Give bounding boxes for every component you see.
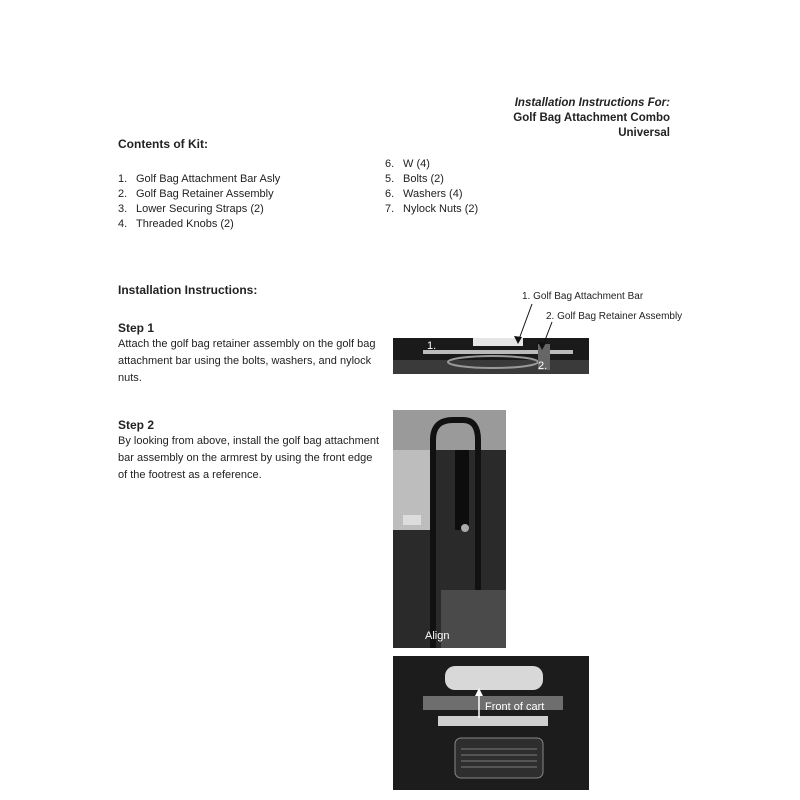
list-item: 2. Golf Bag Retainer Assembly (118, 188, 274, 200)
step1-text: Attach the golf bag retainer assembly on the golf bag attachment bar using the bolts, washers, and nylock nuts. (118, 338, 376, 384)
install-heading: Installation Instructions: (118, 283, 258, 297)
figure1-leader-lines (500, 300, 570, 360)
header-intro: Installation Instructions For: (514, 97, 670, 109)
step2-photo-align (393, 410, 506, 648)
contents-heading: Contents of Kit: (118, 137, 208, 151)
header-product: Golf Bag Attachment Combo (513, 112, 670, 124)
document-header (513, 96, 670, 141)
list-item: 7. Nylock Nuts (2) (385, 203, 479, 215)
step2-photo-front-illustration (393, 656, 589, 790)
step2-photo-front (393, 656, 589, 790)
step2-text: By looking from above, install the golf bag attachment bar assembly on the armrest by using the front edge of the footrest as a reference. (118, 435, 380, 481)
step2-photo-illustration (393, 410, 506, 648)
figure3-label: Front of cart (485, 701, 545, 713)
step1-title: Step 1 (118, 321, 155, 335)
figure1-marker-1: 1. (427, 340, 437, 352)
step2-title: Step 2 (118, 418, 155, 432)
figure1-marker-2: 2. (538, 360, 548, 372)
header-variant: Universal (618, 127, 670, 139)
list-item: 3. Lower Securing Straps (2) (118, 203, 264, 215)
list-item: 4. Threaded Knobs (2) (118, 218, 234, 230)
list-item: 6. Washers (4) (385, 188, 463, 200)
figure2-label: Align (425, 630, 450, 642)
list-item: 5. Bolts (2) (385, 173, 444, 185)
figure1-callout-retainer: 2. Golf Bag Retainer Assembly (546, 311, 683, 322)
kit-list-right (385, 157, 585, 217)
list-item: 1. Golf Bag Attachment Bar Asly (118, 173, 281, 185)
kit-list-left (118, 172, 348, 232)
list-item: 6. W (4) (385, 158, 430, 170)
figure1-callout-attachment-bar: 1. Golf Bag Attachment Bar (522, 291, 644, 302)
